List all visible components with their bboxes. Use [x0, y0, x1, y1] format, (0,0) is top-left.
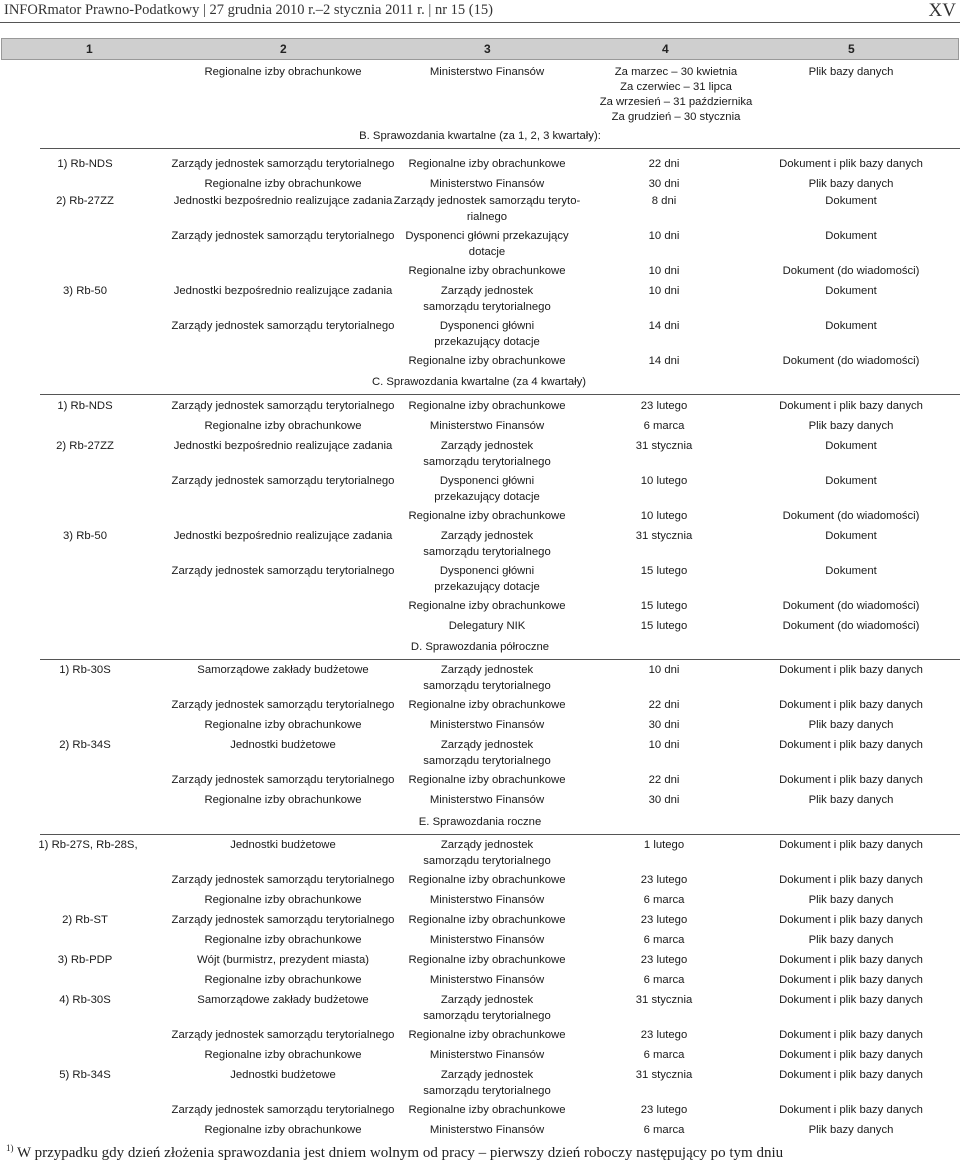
- sender-cell: Jednostki bezpośrednio realizujące zadania: [173, 195, 393, 207]
- recipient-cell: Ministerstwo Finansów: [429, 934, 545, 946]
- deadline-cell: 15 lutego: [640, 600, 688, 612]
- form-cell: Dokument: [825, 285, 877, 297]
- recipient-cell: Zarządy jednostek: [440, 664, 534, 676]
- sender-cell: Regionalne izby obrachunkowe: [204, 719, 362, 731]
- top-row-recipient: Ministerstwo Finansów: [429, 66, 545, 78]
- recipient-cell: samorządu terytorialnego: [423, 301, 551, 313]
- sender-cell: Regionalne izby obrachunkowe: [204, 974, 362, 986]
- recipient-cell: Regionalne izby obrachunkowe: [408, 954, 566, 966]
- recipient-cell: samorządu terytorialnego: [423, 855, 551, 867]
- sender-cell: Regionalne izby obrachunkowe: [204, 420, 362, 432]
- form-cell: Dokument i plik bazy danych: [779, 774, 923, 786]
- recipient-cell: Zarządy jednostek: [440, 839, 534, 851]
- top-row-deadline-1: Za marzec – 30 kwietnia: [614, 66, 738, 78]
- form-symbol-cell: 3) Rb-50: [63, 530, 107, 542]
- form-cell: Dokument i plik bazy danych: [779, 400, 923, 412]
- recipient-cell: Regionalne izby obrachunkowe: [408, 355, 566, 367]
- sender-cell: Zarządy jednostek samorządu terytorialnego: [171, 914, 395, 926]
- recipient-cell: Ministerstwo Finansów: [429, 1049, 545, 1061]
- deadline-cell: 6 marca: [643, 934, 685, 946]
- form-symbol-cell: 1) Rb-NDS: [57, 400, 113, 412]
- form-cell: Plik bazy danych: [808, 894, 894, 906]
- recipient-cell: Zarządy jednostek: [440, 1069, 534, 1081]
- deadline-cell: 10 dni: [648, 739, 680, 751]
- deadline-cell: 10 dni: [648, 664, 680, 676]
- deadline-cell: 23 lutego: [640, 874, 688, 886]
- deadline-cell: 15 lutego: [640, 620, 688, 632]
- sender-cell: Wójt (burmistrz, prezydent miasta): [196, 954, 370, 966]
- deadline-cell: 23 lutego: [640, 1104, 688, 1116]
- separator: [40, 659, 960, 660]
- recipient-cell: samorządu terytorialnego: [423, 456, 551, 468]
- footnote-text: W przypadku gdy dzień złożenia sprawozdania jest dniem wolnym od pracy – pierwszy dzień roboczy następujący po tym dniu: [16, 1145, 784, 1161]
- deadline-cell: 30 dni: [648, 178, 680, 190]
- deadline-cell: 15 lutego: [640, 565, 688, 577]
- footnote: [6, 1143, 783, 1162]
- recipient-cell: Regionalne izby obrachunkowe: [408, 914, 566, 926]
- recipient-cell: Regionalne izby obrachunkowe: [408, 510, 566, 522]
- recipient-cell: przekazujący dotacje: [434, 581, 540, 593]
- deadline-cell: 22 dni: [648, 699, 680, 711]
- form-cell: Dokument i plik bazy danych: [779, 1104, 923, 1116]
- form-symbol-cell: 1) Rb-NDS: [57, 158, 113, 170]
- recipient-cell: Ministerstwo Finansów: [429, 894, 545, 906]
- form-cell: Dokument i plik bazy danych: [779, 954, 923, 966]
- top-row-deadline-4: Za grudzień – 30 stycznia: [611, 111, 741, 123]
- form-symbol-cell: 2) Rb-27ZZ: [56, 195, 114, 207]
- deadline-cell: 31 stycznia: [635, 530, 693, 542]
- form-symbol-cell: 5) Rb-34S: [59, 1069, 111, 1081]
- deadline-cell: 6 marca: [643, 894, 685, 906]
- form-cell: Dokument i plik bazy danych: [779, 699, 923, 711]
- deadline-cell: 23 lutego: [640, 954, 688, 966]
- column-1-header: 1: [86, 42, 93, 56]
- column-5-header: 5: [848, 42, 855, 56]
- deadline-cell: 1 lutego: [643, 839, 685, 851]
- deadline-cell: 31 stycznia: [635, 440, 693, 452]
- section-c-title: C. Sprawozdania kwartalne (za 4 kwartały): [371, 376, 587, 388]
- recipient-cell: samorządu terytorialnego: [423, 1085, 551, 1097]
- form-cell: Dokument: [825, 195, 877, 207]
- form-cell: Plik bazy danych: [808, 934, 894, 946]
- deadline-cell: 6 marca: [643, 974, 685, 986]
- deadline-cell: 10 dni: [648, 265, 680, 277]
- top-row-deadline-3: Za wrzesień – 31 października: [599, 96, 753, 108]
- form-symbol-cell: 2) Rb-ST: [62, 914, 108, 926]
- form-cell: Dokument i plik bazy danych: [779, 664, 923, 676]
- sender-cell: Regionalne izby obrachunkowe: [204, 1049, 362, 1061]
- form-cell: Dokument (do wiadomości): [782, 265, 920, 277]
- form-cell: Dokument (do wiadomości): [782, 355, 920, 367]
- sender-cell: Jednostki budżetowe: [230, 1069, 336, 1081]
- separator: [40, 148, 960, 149]
- form-cell: Dokument i plik bazy danych: [779, 1069, 923, 1081]
- recipient-cell: samorządu terytorialnego: [423, 755, 551, 767]
- column-4-header: 4: [662, 42, 669, 56]
- deadline-cell: 31 stycznia: [635, 994, 693, 1006]
- recipient-cell: Dysponenci główni przekazujący: [405, 230, 569, 242]
- sender-cell: Jednostki bezpośrednio realizujące zadania: [173, 440, 393, 452]
- sender-cell: Regionalne izby obrachunkowe: [204, 178, 362, 190]
- deadline-cell: 14 dni: [648, 320, 680, 332]
- sender-cell: Samorządowe zakłady budżetowe: [197, 994, 369, 1006]
- recipient-cell: Ministerstwo Finansów: [429, 420, 545, 432]
- page-number: XV: [928, 0, 956, 21]
- deadline-cell: 14 dni: [648, 355, 680, 367]
- recipient-cell: rialnego: [466, 211, 508, 223]
- form-cell: Dokument (do wiadomości): [782, 620, 920, 632]
- form-cell: Dokument: [825, 320, 877, 332]
- form-cell: Dokument i plik bazy danych: [779, 914, 923, 926]
- recipient-cell: Ministerstwo Finansów: [429, 178, 545, 190]
- sender-cell: Regionalne izby obrachunkowe: [204, 934, 362, 946]
- recipient-cell: Regionalne izby obrachunkowe: [408, 1029, 566, 1041]
- form-cell: Dokument: [825, 530, 877, 542]
- recipient-cell: Dysponenci główni: [439, 565, 535, 577]
- deadline-cell: 30 dni: [648, 719, 680, 731]
- recipient-cell: przekazujący dotacje: [434, 491, 540, 503]
- deadline-cell: 6 marca: [643, 1124, 685, 1136]
- sender-cell: Zarządy jednostek samorządu terytorialnego: [171, 475, 395, 487]
- recipient-cell: Zarządy jednostek: [440, 530, 534, 542]
- recipient-cell: Regionalne izby obrachunkowe: [408, 874, 566, 886]
- deadline-cell: 10 dni: [648, 230, 680, 242]
- deadline-cell: 22 dni: [648, 158, 680, 170]
- recipient-cell: Ministerstwo Finansów: [429, 794, 545, 806]
- recipient-cell: Zarządy jednostek: [440, 285, 534, 297]
- sender-cell: Zarządy jednostek samorządu terytorialnego: [171, 230, 395, 242]
- section-b-title: B. Sprawozdania kwartalne (za 1, 2, 3 kwartały):: [359, 130, 601, 142]
- deadline-cell: 10 lutego: [640, 475, 688, 487]
- section-e-title: E. Sprawozdania roczne: [418, 816, 542, 828]
- form-cell: Dokument i plik bazy danych: [779, 1049, 923, 1061]
- recipient-cell: Dysponenci główni: [439, 320, 535, 332]
- form-symbol-cell: 1) Rb-27S, Rb-28S,: [38, 839, 138, 851]
- sender-cell: Zarządy jednostek samorządu terytorialnego: [171, 874, 395, 886]
- deadline-cell: 23 lutego: [640, 1029, 688, 1041]
- deadline-cell: 22 dni: [648, 774, 680, 786]
- recipient-cell: Regionalne izby obrachunkowe: [408, 699, 566, 711]
- recipient-cell: Zarządy jednostek: [440, 994, 534, 1006]
- recipient-cell: Regionalne izby obrachunkowe: [408, 600, 566, 612]
- publication-info: INFORmator Prawno-Podatkowy | 27 grudnia 2010 r.–2 stycznia 2011 r. | nr 15 (15): [4, 2, 493, 18]
- top-row-sender: Regionalne izby obrachunkowe: [204, 66, 362, 78]
- recipient-cell: przekazujący dotacje: [434, 336, 540, 348]
- recipient-cell: samorządu terytorialnego: [423, 546, 551, 558]
- top-row-form: Plik bazy danych: [808, 66, 894, 78]
- page-header: [0, 0, 960, 22]
- form-symbol-cell: 3) Rb-PDP: [57, 954, 113, 966]
- deadline-cell: 23 lutego: [640, 400, 688, 412]
- recipient-cell: Ministerstwo Finansów: [429, 974, 545, 986]
- recipient-cell: Regionalne izby obrachunkowe: [408, 1104, 566, 1116]
- deadline-cell: 31 stycznia: [635, 1069, 693, 1081]
- footnote-mark: 1): [6, 1143, 14, 1153]
- sender-cell: Zarządy jednostek samorządu terytorialnego: [171, 1029, 395, 1041]
- header-rule: [0, 22, 960, 23]
- sender-cell: Zarządy jednostek samorządu terytorialnego: [171, 774, 395, 786]
- form-symbol-cell: 2) Rb-27ZZ: [56, 440, 114, 452]
- recipient-cell: Zarządy jednostek samorządu teryto-: [393, 195, 581, 207]
- recipient-cell: Ministerstwo Finansów: [429, 1124, 545, 1136]
- form-cell: Dokument (do wiadomości): [782, 510, 920, 522]
- recipient-cell: samorządu terytorialnego: [423, 680, 551, 692]
- form-symbol-cell: 2) Rb-34S: [59, 739, 111, 751]
- form-cell: Dokument i plik bazy danych: [779, 994, 923, 1006]
- sender-cell: Zarządy jednostek samorządu terytorialnego: [171, 699, 395, 711]
- recipient-cell: Zarządy jednostek: [440, 440, 534, 452]
- deadline-cell: 6 marca: [643, 1049, 685, 1061]
- form-cell: Plik bazy danych: [808, 420, 894, 432]
- deadline-cell: 23 lutego: [640, 914, 688, 926]
- sender-cell: Samorządowe zakłady budżetowe: [197, 664, 369, 676]
- form-cell: Plik bazy danych: [808, 719, 894, 731]
- form-cell: Dokument (do wiadomości): [782, 600, 920, 612]
- sender-cell: Regionalne izby obrachunkowe: [204, 894, 362, 906]
- deadline-cell: 10 dni: [648, 285, 680, 297]
- recipient-cell: samorządu terytorialnego: [423, 1010, 551, 1022]
- form-cell: Dokument i plik bazy danych: [779, 1029, 923, 1041]
- form-cell: Dokument: [825, 475, 877, 487]
- form-cell: Dokument i plik bazy danych: [779, 158, 923, 170]
- sender-cell: Zarządy jednostek samorządu terytorialnego: [171, 320, 395, 332]
- form-cell: Dokument i plik bazy danych: [779, 839, 923, 851]
- sender-cell: Zarządy jednostek samorządu terytorialnego: [171, 1104, 395, 1116]
- recipient-cell: dotacje: [468, 246, 506, 258]
- form-symbol-cell: 4) Rb-30S: [59, 994, 111, 1006]
- separator: [40, 394, 960, 395]
- section-d-title: D. Sprawozdania półroczne: [410, 641, 550, 653]
- form-symbol-cell: 1) Rb-30S: [59, 664, 111, 676]
- column-header-row: [1, 38, 959, 60]
- recipient-cell: Delegatury NIK: [448, 620, 526, 632]
- sender-cell: Regionalne izby obrachunkowe: [204, 1124, 362, 1136]
- sender-cell: Jednostki bezpośrednio realizujące zadania: [173, 285, 393, 297]
- recipient-cell: Zarządy jednostek: [440, 739, 534, 751]
- separator: [40, 834, 960, 835]
- recipient-cell: Ministerstwo Finansów: [429, 719, 545, 731]
- form-cell: Dokument: [825, 565, 877, 577]
- form-cell: Plik bazy danych: [808, 178, 894, 190]
- deadline-cell: 10 lutego: [640, 510, 688, 522]
- deadline-cell: 8 dni: [651, 195, 677, 207]
- sender-cell: Regionalne izby obrachunkowe: [204, 794, 362, 806]
- recipient-cell: Regionalne izby obrachunkowe: [408, 400, 566, 412]
- deadline-cell: 30 dni: [648, 794, 680, 806]
- form-symbol-cell: 3) Rb-50: [63, 285, 107, 297]
- deadline-cell: 6 marca: [643, 420, 685, 432]
- sender-cell: Zarządy jednostek samorządu terytorialnego: [171, 565, 395, 577]
- column-3-header: 3: [484, 42, 491, 56]
- sender-cell: Zarządy jednostek samorządu terytorialnego: [171, 400, 395, 412]
- recipient-cell: Regionalne izby obrachunkowe: [408, 158, 566, 170]
- recipient-cell: Dysponenci główni: [439, 475, 535, 487]
- top-row-deadline-2: Za czerwiec – 31 lipca: [620, 81, 732, 93]
- form-cell: Dokument i plik bazy danych: [779, 739, 923, 751]
- sender-cell: Zarządy jednostek samorządu terytorialnego: [171, 158, 395, 170]
- form-cell: Dokument: [825, 230, 877, 242]
- recipient-cell: Regionalne izby obrachunkowe: [408, 774, 566, 786]
- sender-cell: Jednostki budżetowe: [230, 739, 336, 751]
- form-cell: Dokument i plik bazy danych: [779, 874, 923, 886]
- sender-cell: Jednostki budżetowe: [230, 839, 336, 851]
- sender-cell: Jednostki bezpośrednio realizujące zadania: [173, 530, 393, 542]
- recipient-cell: Regionalne izby obrachunkowe: [408, 265, 566, 277]
- column-2-header: 2: [280, 42, 287, 56]
- form-cell: Plik bazy danych: [808, 794, 894, 806]
- form-cell: Dokument: [825, 440, 877, 452]
- form-cell: Plik bazy danych: [808, 1124, 894, 1136]
- form-cell: Dokument i plik bazy danych: [779, 974, 923, 986]
